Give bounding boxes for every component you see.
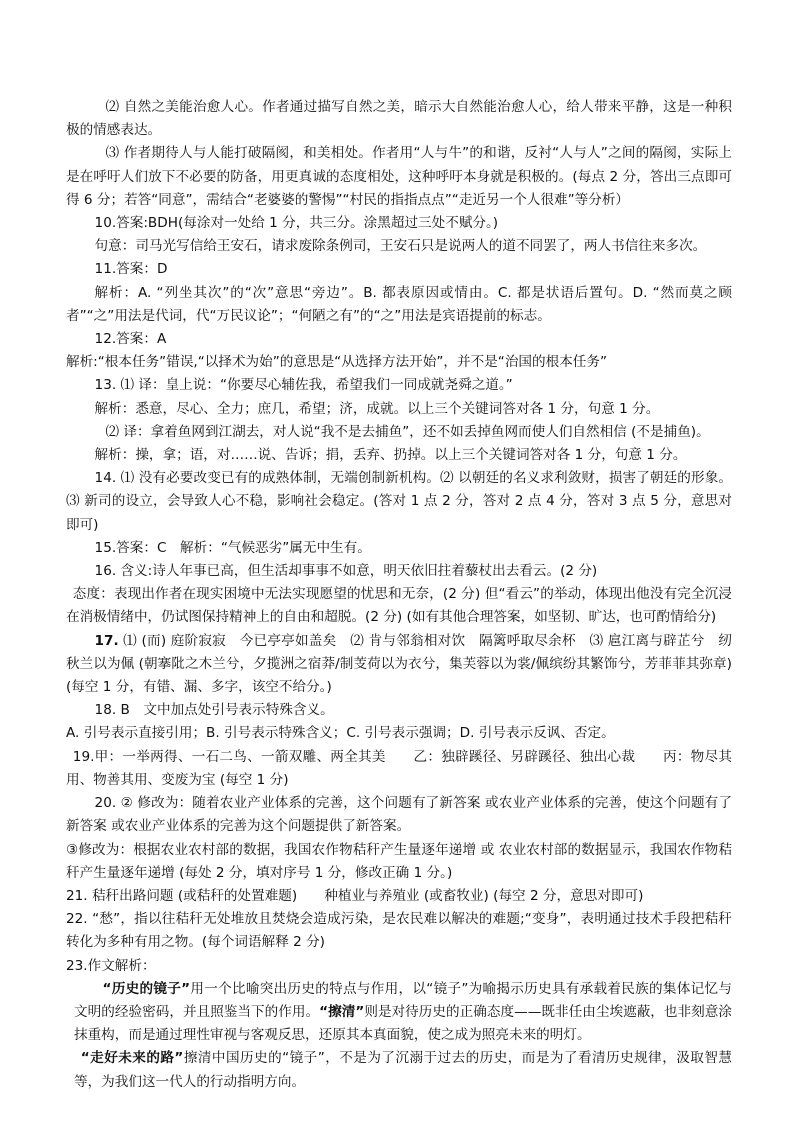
answer-paragraph: 12.答案：A [94, 331, 167, 348]
answer-paragraph: 句意：司马光写信给王安石，请求废除条例司，王安石只是说两人的道不同罢了，两人书信往来多次。 [94, 238, 707, 255]
answer-paragraph: ③修改为：根据农业农村部的数据，我国农作物秸秆产生量逐年递增 或 农业农村部的数据显示，我国农作物秸秆产生量逐年递增 (每处 2 分，填对序号 1 分，修改正确 1 分。) [66, 841, 732, 881]
essay-text: 擦清中国历史的“镜子”，不是为了沉溺于过去的历史，而是为了看清历史规律，汲取智慧等，为我们这一代人的行动指明方向。 [74, 1050, 732, 1090]
answer-paragraph: 22. “愁”，指以往秸秆无处堆放且焚烧会造成污染，是农民难以解决的难题;“变身”，表明通过技术手段把秸秆转化为多种有用之物。(每个词语解释 2 分) [66, 911, 732, 951]
essay-term: “历史的镜子” [102, 980, 191, 997]
answer-paragraph: 解析：悉意，尽心、全力；庶几，希望；济，成就。以上三个关键词答对各 1 分，句意 1 分。 [94, 400, 660, 417]
answer-paragraph: 23.作文解析： [66, 957, 156, 974]
answer-paragraph: A. 引号表示直接引用；B. 引号表示特殊含义；C. 引号表示强调；D. 引号表示反讽、否定。 [66, 725, 615, 742]
answer-paragraph: 16. 含义:诗人年事已高，但生活却事事不如意，明天依旧拄着藜杖出去看云。(2 分) [94, 563, 598, 580]
answer-paragraph: 21. 秸秆出路问题 (或秸秆的处置难题) 种植业与养殖业 (或畜牧业) (每空 2 分，意思对即可) [66, 887, 644, 904]
answer-paragraph: 10.答案:BDH(每涂对一处给 1 分，共三分。涂黑超过三处不赋分。) [94, 215, 499, 232]
answer-paragraph: ⑵ 自然之美能治愈人心。作者通过描写自然之美，暗示大自然能治愈人心，给人带来平静，这是一种积极的情感表达。 [66, 99, 732, 139]
answer-paragraph: 19.甲：一举两得、一石二鸟、一箭双雕、两全其美 乙：独辟蹊径、另辟蹊径、独出心裁 丙：物尽其用、物善其用、变废为宝 (每空 1 分) [66, 748, 732, 788]
answer-paragraph: 解析：A. “列坐其次”的“次”意思“旁边”。B. 都表原因或情由。C. 都是状语后置句。D. “然而莫之顾者”“之”用法是代词，代“万民议论”；“何陋之有”的“之”用法是宾语提前的标志。 [66, 284, 732, 324]
essay-term: “走好未来的路” [80, 1050, 184, 1067]
essay-paragraph [66, 978, 732, 1048]
essay-text: 则是对待历史的正确态度——既非任由尘埃遮蔽，也非刻意涂抹重构，而是通过理性审视与客观反思，还原其本真面貌，使之成为照亮未来的明灯。 [74, 1003, 733, 1044]
answer-paragraph: 解析:“根本任务”错误,“以择术为始”的意思是“从选择方法开始”，并不是“治国的根本任务” [66, 354, 608, 371]
answer-paragraph: 13. ⑴ 译：皇上说：“你要尽心辅佐我，希望我们一同成就尧舜之道。” [94, 377, 513, 394]
answer-paragraph: 态度：表现出作者在现实困境中无法实现愿望的忧思和无奈，(2 分) 但“看云”的举动，体现出他没有完全沉浸在消极情绪中，仍试图保持精神上的自由和超脱。(2 分) (如有其他合理答案，如坚韧、旷达，也可酌情给分) [66, 586, 732, 626]
answer-paragraph: 14. ⑴ 没有必要改变已有的成熟体制，无端创制新机构。⑵ 以朝廷的名义求利敛财，损害了朝廷的形象。⑶ 新司的设立，会导致人心不稳，影响社会稳定。(答对 1 点 2 分，答对 2 点 4 分，答对 3 点 5 分，意思对即可) [66, 470, 732, 533]
answer-paragraph: 20. ② 修改为：随着农业产业体系的完善，这个问题有了新答案 或农业产业体系的完善，使这个问题有了新答案 或农业产业体系的完善为这个问题提供了新答案。 [66, 795, 732, 835]
answer-paragraph: 15.答案：C 解析：“气候恶劣”属无中生有。 [94, 539, 371, 556]
essay-text: 用一个比喻突出历史的特点与作用，以“镜子”为喻揭示历史具有承载着民族的集体记忆与文明的经验密码，并且照鉴当下的作用。 [74, 980, 732, 1020]
q17-number: 17. [94, 632, 119, 649]
answer-paragraph: 18. B 文中加点处引号表示特殊含义。 [94, 702, 334, 719]
answer-paragraph: ⑵ 译：拿着鱼网到江湖去，对人说“我不是去捕鱼”，还不如丢掉鱼网而使人们自然相信 (不是捕鱼)。 [105, 423, 710, 440]
essay-term: “擦清” [319, 1003, 365, 1020]
q17-text: ⑴ (而) 庭阶寂寂 今已亭亭如盖矣 ⑵ 肯与邻翁相对饮 隔篱呼取尽余杯 ⑶ 扈江离与辟芷兮 纫秋兰以为佩 (朝搴阰之木兰兮，夕揽洲之宿莽/制芰荷以为衣兮，集芙蓉以为裳/佩缤纷其繁饰兮，芳菲菲其弥章) (每空 1 分，有错、漏、多字，该空不给分。) [66, 632, 732, 696]
essay-paragraph [66, 1047, 732, 1093]
answer-paragraph: ⑶ 作者期待人与人能打破隔阂，和美相处。作者用“人与牛”的和谐，反衬“人与人”之间的隔阂，实际上是在呼吁人们放下不必要的防备，用更真诚的态度相处，这种呼吁本身就是积极的。(每点 2 分，答出三点即可得 6 分；若答“同意”，需结合“老婆婆的警惕”“村民的指指点点”“走近另一个人很难”等分析） [66, 145, 732, 208]
answer-paragraph: 解析：操，拿；语，对……说、告诉；捐，丢弃、扔掉。以上三个关键词答对各 1 分，句意 1 分。 [94, 447, 687, 464]
answer-paragraph: 11.答案：D [94, 261, 168, 278]
q17-paragraph [66, 630, 732, 700]
